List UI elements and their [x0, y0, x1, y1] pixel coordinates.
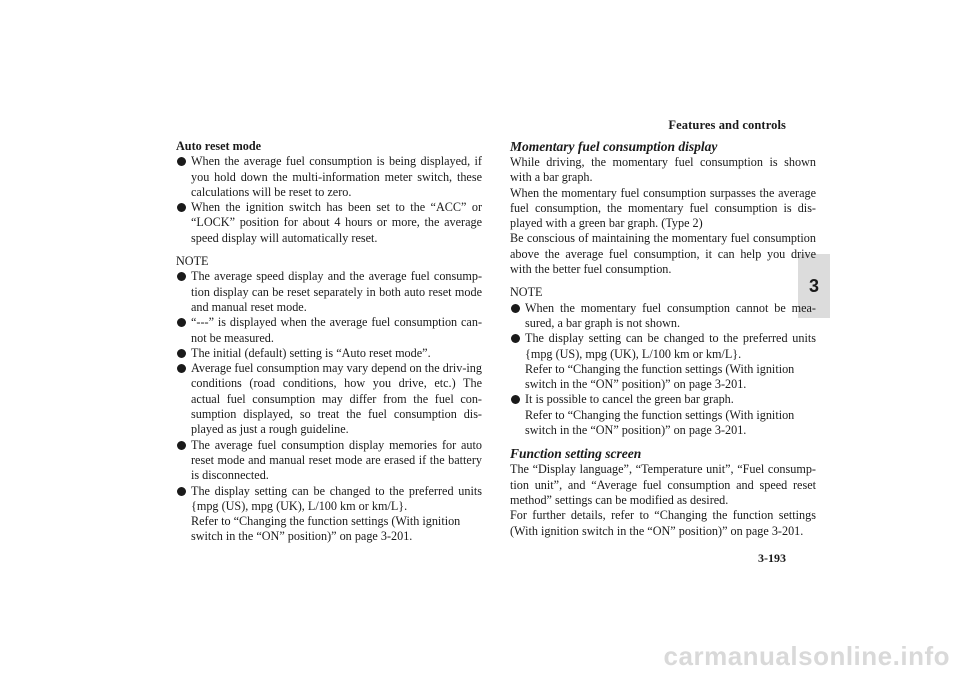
bullet-icon: [177, 364, 186, 373]
left-column: [176, 139, 482, 545]
list-item: [176, 484, 482, 545]
list-item-text: Average fuel consumption may vary depend on the driv-ing conditions (road conditions, how you drive, etc.) The actual fuel consumption may differ from the fuel con-sumption displayed, so treat the fuel consumption dis-played as just a rough guideline.: [191, 361, 482, 437]
list-item: [176, 200, 482, 246]
note-label: NOTE: [510, 285, 543, 300]
bullet-icon: [177, 157, 186, 166]
paragraph: The “Display language”, “Temperature unit”, “Fuel consump-tion unit”, and “Average fuel consumption and speed reset method” settings can be modified as desired.: [510, 462, 816, 507]
page-reference: Refer to “Changing the function settings (With ignition switch in the “ON” position)” on page 3-201.: [525, 361, 795, 392]
list-item-text: “---” is displayed when the average fuel consumption can-not be measured.: [191, 315, 482, 345]
page-reference: Refer to “Changing the function settings (With ignition switch in the “ON” position)” on page 3-201.: [191, 514, 461, 544]
bullet-icon: [177, 349, 186, 358]
function-setting-heading: Function setting screen: [510, 446, 642, 462]
list-item-text: The average fuel consumption display memories for auto reset mode and manual reset mode are erased if the battery is disconnected.: [191, 437, 482, 483]
list-item-text: When the ignition switch has been set to the “ACC” or “LOCK” position for about 4 hours or more, the average speed display will automatically reset.: [191, 200, 482, 245]
list-item-text: The display setting can be changed to the preferred units {mpg (US), mpg (UK), L/100 km or km/L}.: [525, 331, 816, 361]
running-header: Features and controls: [668, 118, 786, 132]
list-item: [176, 315, 482, 346]
right-column: [510, 139, 816, 539]
note-label: NOTE: [176, 254, 209, 269]
list-item-text: When the average fuel consumption is being displayed, if you hold down the multi-information meter switch, these calculations will be reset to zero.: [191, 154, 482, 199]
watermark: carmanualsonline.info: [663, 641, 950, 671]
bullet-icon: [177, 487, 186, 496]
list-item-text: The average speed display and the average fuel consump-tion display can be reset separately in both auto reset mode and manual reset mode.: [191, 269, 482, 314]
bullet-icon: [511, 304, 520, 313]
bullet-icon: [511, 334, 520, 343]
list-item-text: The display setting can be changed to the preferred units {mpg (US), mpg (UK), L/100 km or km/L}.: [191, 483, 482, 513]
chapter-tab-number: 3: [808, 275, 819, 296]
page-reference: Refer to “Changing the function settings (With ignition switch in the “ON” position)” on page 3-201.: [525, 407, 795, 438]
list-item: [176, 346, 482, 361]
paragraph: Be conscious of maintaining the momentary fuel consumption above the average fuel consumption, it can help you drive with the better fuel consumption.: [510, 231, 816, 277]
bullet-icon: [177, 318, 186, 327]
bullet-icon: [511, 395, 520, 404]
bullet-icon: [177, 441, 186, 450]
list-item: [510, 392, 816, 438]
list-item-text: It is possible to cancel the green bar graph.: [525, 392, 734, 407]
list-item: [176, 361, 482, 437]
momentary-fuel-heading: Momentary fuel consumption display: [510, 139, 718, 154]
page-number: 3-193: [758, 551, 786, 565]
list-item-text: When the momentary fuel consumption cannot be mea-sured, a bar graph is not shown.: [525, 300, 816, 330]
list-item: [176, 269, 482, 315]
bullet-icon: [177, 272, 186, 281]
list-item: [176, 438, 482, 484]
list-item: [176, 154, 482, 200]
auto-reset-heading: Auto reset mode: [176, 139, 262, 153]
bullet-icon: [177, 203, 186, 212]
list-item: [510, 331, 816, 392]
paragraph: When the momentary fuel consumption surpasses the average fuel consumption, the momentary fuel consumption is dis-played with a green bar graph. (Type 2): [510, 185, 816, 231]
paragraph: While driving, the momentary fuel consumption is shown with a bar graph.: [510, 155, 816, 185]
list-item-text: The initial (default) setting is “Auto reset mode”.: [191, 345, 431, 360]
list-item: [510, 301, 816, 332]
paragraph: For further details, refer to “Changing the function settings (With ignition switch in the “ON” position)” on page 3-201.: [510, 508, 816, 538]
